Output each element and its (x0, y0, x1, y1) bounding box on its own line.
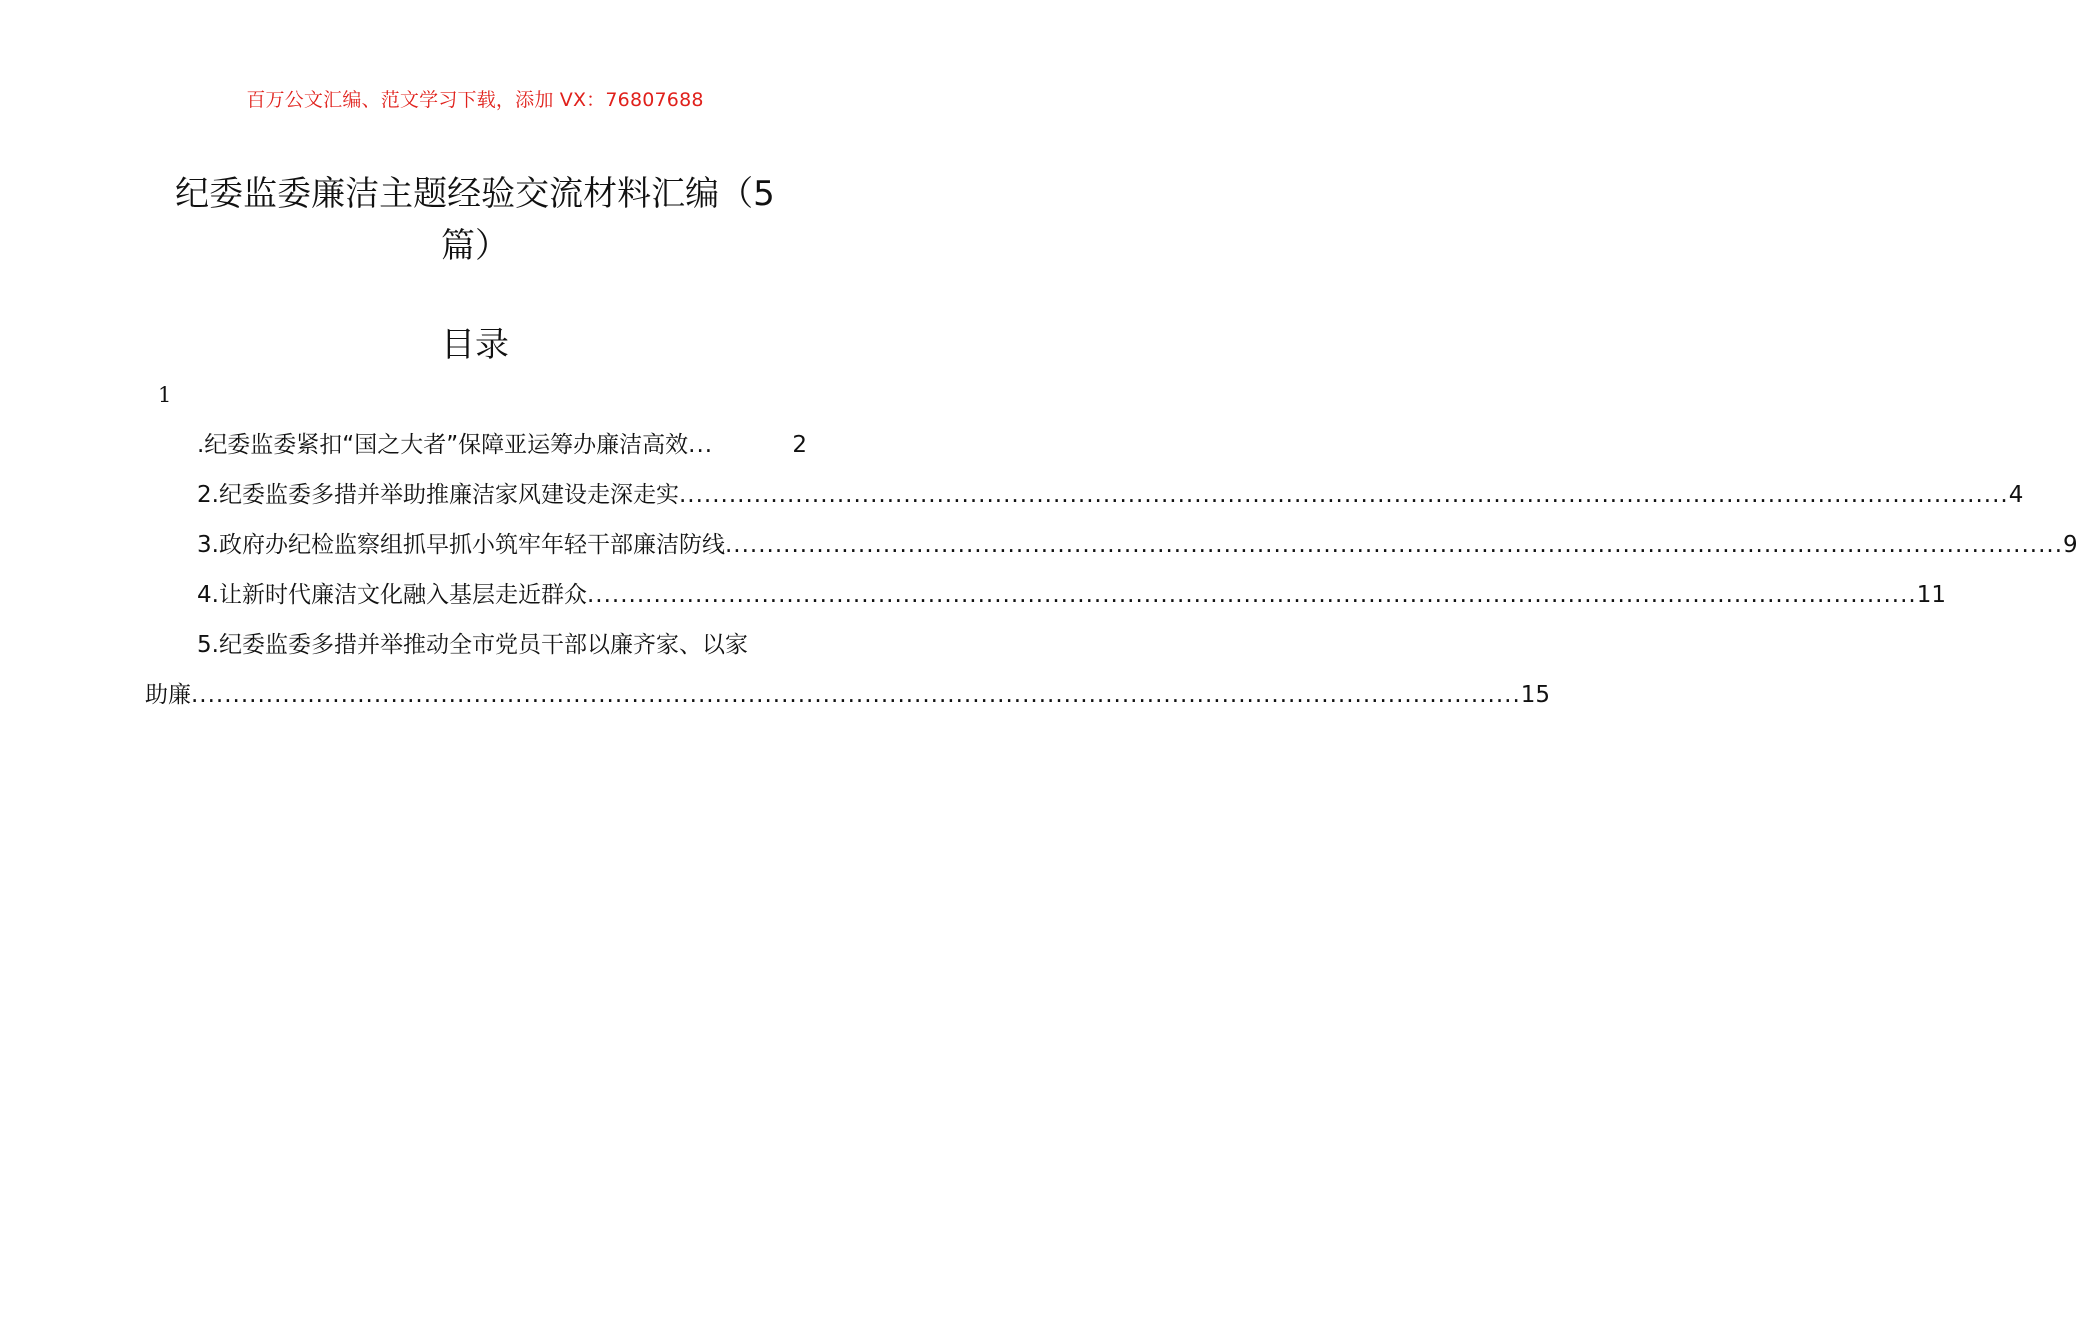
document-title-line-1: 纪委监委廉洁主题经验交流材料汇编（5 (175, 174, 775, 214)
toc-dot-leader (191, 670, 1521, 720)
toc-dot-leader: ..... . (725, 520, 2063, 570)
toc-entry-text: 2.纪委监委多措并举助推廉洁家风建设走深走实 (197, 482, 679, 508)
toc-entry-5-line-2[interactable] (145, 670, 1551, 720)
toc-page-number: 11 (1916, 582, 1946, 608)
toc-dot-leader (688, 420, 792, 470)
header-note: 百万公文汇编、范文学习下载，添加 VX：76807688 (246, 89, 704, 111)
toc-entry-text: 助廉 (145, 682, 191, 708)
toc-dot-leader (679, 470, 2009, 520)
toc-entry-text: .纪委监委紧扣“国之大者”保障亚运筹办廉洁高效 (197, 432, 689, 458)
document-title-line-2: 篇） (441, 226, 509, 266)
toc-dot-leader (587, 570, 1917, 620)
toc-entry-4[interactable] (145, 570, 1946, 620)
toc-entry-text: 3.政府办纪检监察组抓早抓小筑牢年轻干部廉洁防线 (197, 532, 725, 558)
toc-stray-number: 1 (158, 383, 172, 407)
toc-entry-text: 4.让新时代廉洁文化融入基层走近群众 (197, 582, 587, 608)
toc-page-number: 2 (792, 432, 807, 458)
toc-entry-5-line-1[interactable] (145, 620, 807, 670)
toc-entry-2[interactable] (145, 470, 2024, 520)
table-of-contents (145, 420, 2078, 720)
document-title (150, 168, 800, 272)
toc-page-number: 9 (2063, 532, 2078, 558)
toc-entry-1[interactable] (145, 420, 807, 470)
toc-heading: 目录 (441, 325, 509, 365)
toc-entry-3[interactable] (145, 520, 2078, 570)
toc-entry-text: 5.纪委监委多措并举推动全市党员干部以廉齐家、以家 (197, 632, 748, 658)
toc-page-number: 4 (2008, 482, 2024, 508)
toc-page-number: 15 (1520, 682, 1551, 708)
